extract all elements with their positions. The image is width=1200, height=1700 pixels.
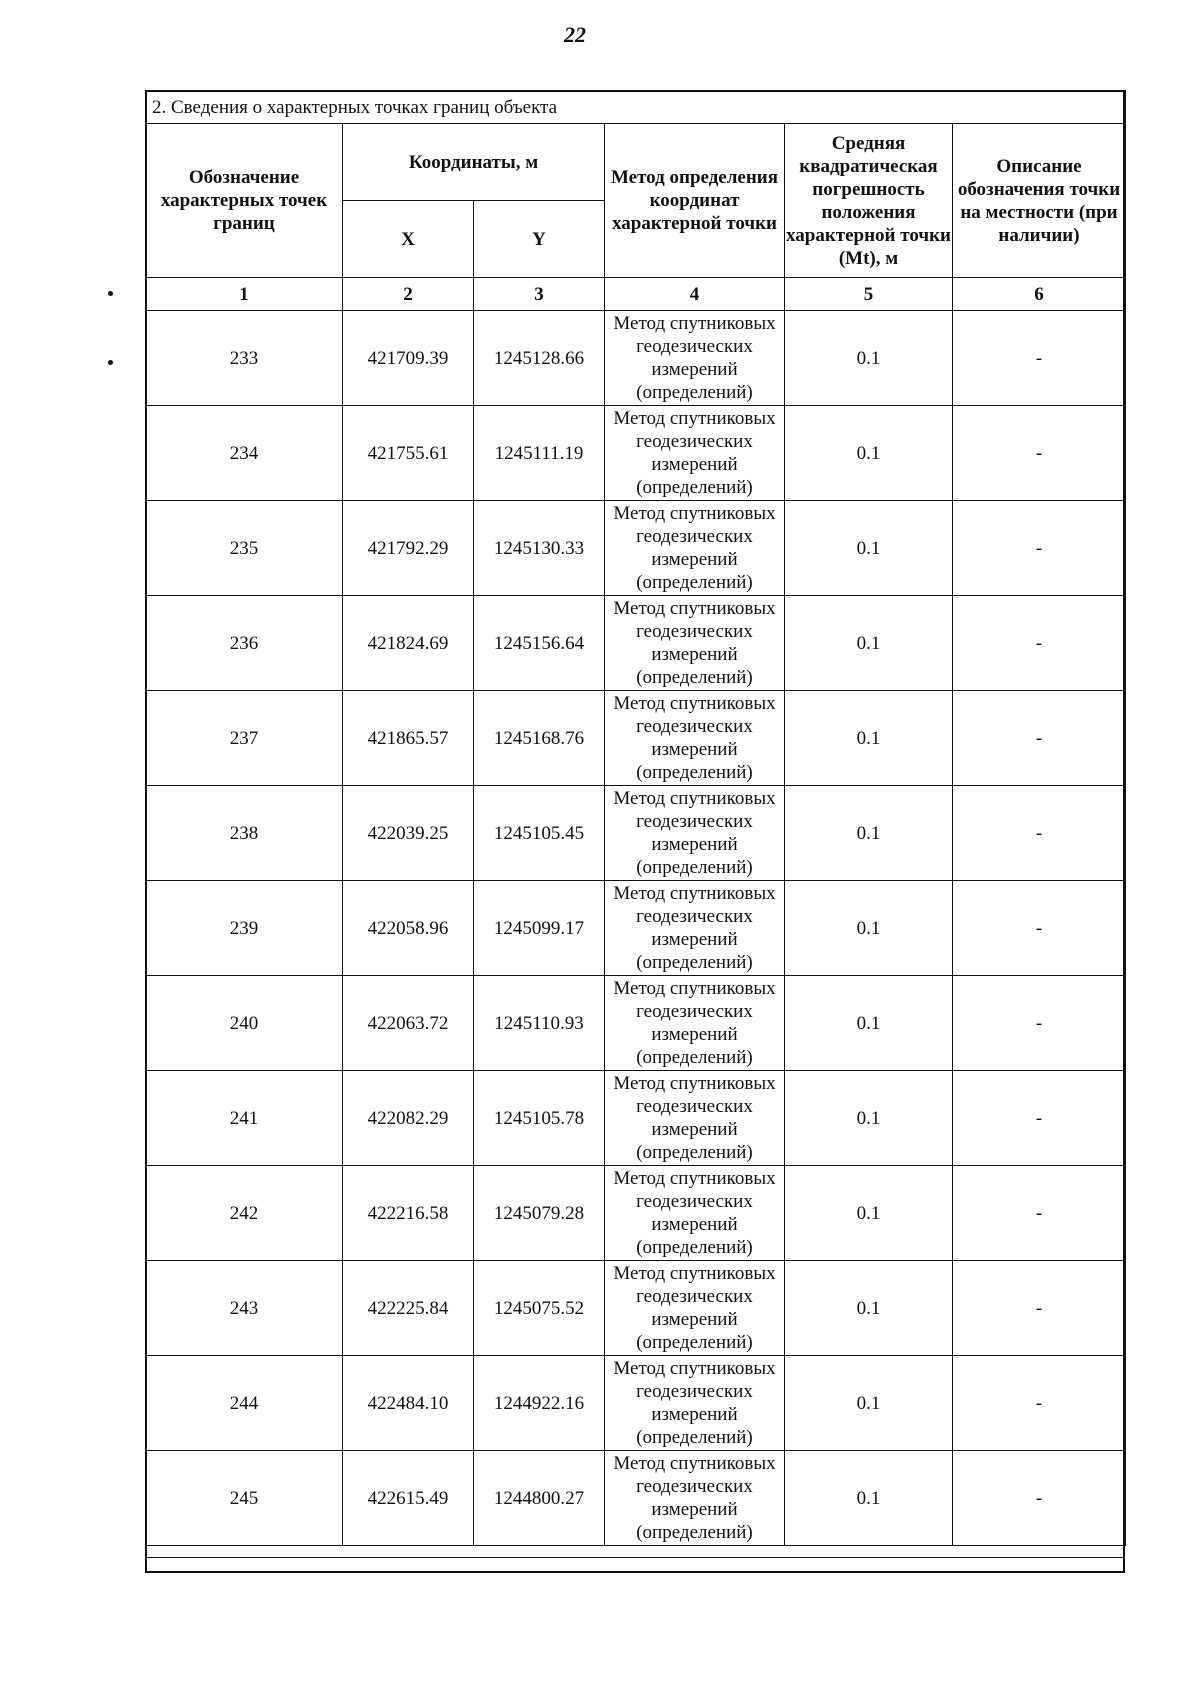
column-number: 3 bbox=[474, 278, 605, 311]
accuracy-cell: 0.1 bbox=[785, 881, 953, 976]
method-cell: Метод спутниковых геодезических измерений (определений) bbox=[605, 786, 785, 881]
point-id-cell: 243 bbox=[146, 1261, 343, 1356]
y-coordinate-cell: 1245168.76 bbox=[474, 691, 605, 786]
point-id-cell: 235 bbox=[146, 501, 343, 596]
accuracy-cell: 0.1 bbox=[785, 1261, 953, 1356]
point-id-cell: 234 bbox=[146, 406, 343, 501]
description-cell: - bbox=[953, 976, 1126, 1071]
header-point-designation: Обозначение характерных точек границ bbox=[146, 124, 343, 278]
column-number: 4 bbox=[605, 278, 785, 311]
x-coordinate-cell: 421709.39 bbox=[343, 311, 474, 406]
method-cell: Метод спутниковых геодезических измерений (определений) bbox=[605, 596, 785, 691]
description-cell: - bbox=[953, 1261, 1126, 1356]
x-coordinate-cell: 422484.10 bbox=[343, 1356, 474, 1451]
header-y: Y bbox=[474, 201, 605, 278]
table-row bbox=[146, 691, 1126, 786]
description-cell: - bbox=[953, 881, 1126, 976]
x-coordinate-cell: 422058.96 bbox=[343, 881, 474, 976]
y-coordinate-cell: 1245128.66 bbox=[474, 311, 605, 406]
table-row bbox=[146, 406, 1126, 501]
table-row bbox=[146, 1451, 1126, 1546]
point-id-cell: 233 bbox=[146, 311, 343, 406]
description-cell: - bbox=[953, 1356, 1126, 1451]
x-coordinate-cell: 421824.69 bbox=[343, 596, 474, 691]
margin-dot bbox=[108, 360, 113, 365]
header-coordinates: Координаты, м bbox=[343, 124, 605, 201]
description-cell: - bbox=[953, 311, 1126, 406]
column-number: 5 bbox=[785, 278, 953, 311]
x-coordinate-cell: 422063.72 bbox=[343, 976, 474, 1071]
header-method: Метод определения координат характерной точки bbox=[605, 124, 785, 278]
method-cell: Метод спутниковых геодезических измерений (определений) bbox=[605, 1356, 785, 1451]
table-row bbox=[146, 976, 1126, 1071]
table-row bbox=[146, 311, 1126, 406]
x-coordinate-cell: 422039.25 bbox=[343, 786, 474, 881]
column-number: 1 bbox=[146, 278, 343, 311]
margin-dot bbox=[108, 291, 113, 296]
table-bottom-rule bbox=[145, 1557, 1125, 1558]
section-title: 2. Сведения о характерных точках границ объекта bbox=[146, 91, 1126, 124]
x-coordinate-cell: 421755.61 bbox=[343, 406, 474, 501]
point-id-cell: 241 bbox=[146, 1071, 343, 1166]
y-coordinate-cell: 1245099.17 bbox=[474, 881, 605, 976]
y-coordinate-cell: 1244800.27 bbox=[474, 1451, 605, 1546]
y-coordinate-cell: 1245105.45 bbox=[474, 786, 605, 881]
x-coordinate-cell: 422225.84 bbox=[343, 1261, 474, 1356]
x-coordinate-cell: 421865.57 bbox=[343, 691, 474, 786]
point-id-cell: 240 bbox=[146, 976, 343, 1071]
method-cell: Метод спутниковых геодезических измерений (определений) bbox=[605, 406, 785, 501]
y-coordinate-cell: 1245110.93 bbox=[474, 976, 605, 1071]
point-id-cell: 242 bbox=[146, 1166, 343, 1261]
description-cell: - bbox=[953, 691, 1126, 786]
method-cell: Метод спутниковых геодезических измерений (определений) bbox=[605, 311, 785, 406]
table-row bbox=[146, 786, 1126, 881]
table-row bbox=[146, 596, 1126, 691]
point-id-cell: 238 bbox=[146, 786, 343, 881]
point-id-cell: 236 bbox=[146, 596, 343, 691]
accuracy-cell: 0.1 bbox=[785, 1071, 953, 1166]
method-cell: Метод спутниковых геодезических измерений (определений) bbox=[605, 1451, 785, 1546]
y-coordinate-cell: 1245111.19 bbox=[474, 406, 605, 501]
method-cell: Метод спутниковых геодезических измерений (определений) bbox=[605, 1166, 785, 1261]
table-row bbox=[146, 1261, 1126, 1356]
method-cell: Метод спутниковых геодезических измерений (определений) bbox=[605, 691, 785, 786]
accuracy-cell: 0.1 bbox=[785, 596, 953, 691]
accuracy-cell: 0.1 bbox=[785, 1451, 953, 1546]
column-numbers-row bbox=[146, 278, 1126, 311]
point-id-cell: 244 bbox=[146, 1356, 343, 1451]
accuracy-cell: 0.1 bbox=[785, 976, 953, 1071]
method-cell: Метод спутниковых геодезических измерений (определений) bbox=[605, 976, 785, 1071]
method-cell: Метод спутниковых геодезических измерений (определений) bbox=[605, 1261, 785, 1356]
column-number: 2 bbox=[343, 278, 474, 311]
accuracy-cell: 0.1 bbox=[785, 1166, 953, 1261]
accuracy-cell: 0.1 bbox=[785, 1356, 953, 1451]
table-body bbox=[146, 311, 1126, 1546]
method-cell: Метод спутниковых геодезических измерений (определений) bbox=[605, 1071, 785, 1166]
document-frame bbox=[145, 90, 1125, 1573]
accuracy-cell: 0.1 bbox=[785, 311, 953, 406]
accuracy-cell: 0.1 bbox=[785, 406, 953, 501]
column-number: 6 bbox=[953, 278, 1126, 311]
x-coordinate-cell: 422216.58 bbox=[343, 1166, 474, 1261]
point-id-cell: 245 bbox=[146, 1451, 343, 1546]
y-coordinate-cell: 1245075.52 bbox=[474, 1261, 605, 1356]
y-coordinate-cell: 1245130.33 bbox=[474, 501, 605, 596]
y-coordinate-cell: 1245079.28 bbox=[474, 1166, 605, 1261]
accuracy-cell: 0.1 bbox=[785, 786, 953, 881]
x-coordinate-cell: 422082.29 bbox=[343, 1071, 474, 1166]
method-cell: Метод спутниковых геодезических измерений (определений) bbox=[605, 501, 785, 596]
header-accuracy: Средняя квадратическая погрешность положения характерной точки (Mt), м bbox=[785, 124, 953, 278]
y-coordinate-cell: 1245156.64 bbox=[474, 596, 605, 691]
x-coordinate-cell: 422615.49 bbox=[343, 1451, 474, 1546]
description-cell: - bbox=[953, 1166, 1126, 1261]
method-cell: Метод спутниковых геодезических измерений (определений) bbox=[605, 881, 785, 976]
accuracy-cell: 0.1 bbox=[785, 691, 953, 786]
description-cell: - bbox=[953, 1071, 1126, 1166]
x-coordinate-cell: 421792.29 bbox=[343, 501, 474, 596]
description-cell: - bbox=[953, 1451, 1126, 1546]
description-cell: - bbox=[953, 406, 1126, 501]
table-row bbox=[146, 1356, 1126, 1451]
y-coordinate-cell: 1245105.78 bbox=[474, 1071, 605, 1166]
y-coordinate-cell: 1244922.16 bbox=[474, 1356, 605, 1451]
table-row bbox=[146, 1166, 1126, 1261]
accuracy-cell: 0.1 bbox=[785, 501, 953, 596]
table-row bbox=[146, 1071, 1126, 1166]
header-x: X bbox=[343, 201, 474, 278]
description-cell: - bbox=[953, 786, 1126, 881]
boundary-points-table bbox=[145, 90, 1126, 1546]
table-row bbox=[146, 501, 1126, 596]
point-id-cell: 237 bbox=[146, 691, 343, 786]
description-cell: - bbox=[953, 501, 1126, 596]
header-description: Описание обозначения точки на местности (при наличии) bbox=[953, 124, 1126, 278]
point-id-cell: 239 bbox=[146, 881, 343, 976]
table-row bbox=[146, 881, 1126, 976]
page-number: 22 bbox=[564, 22, 586, 47]
description-cell: - bbox=[953, 596, 1126, 691]
